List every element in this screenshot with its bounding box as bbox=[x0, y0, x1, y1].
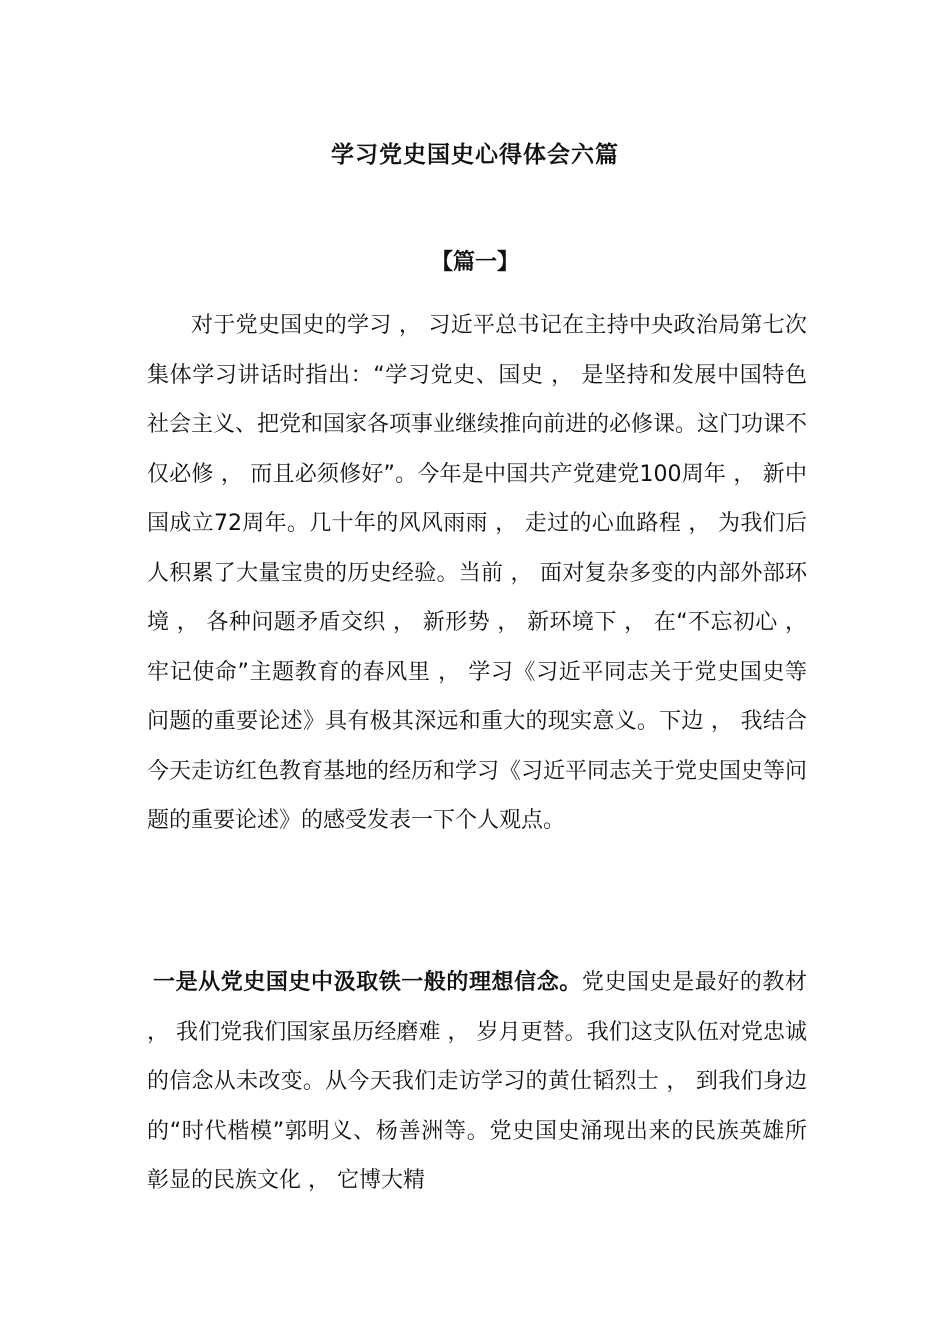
document-title: 学习党史国史心得体会六篇 bbox=[331, 142, 619, 168]
section-heading: 【篇一】 bbox=[430, 250, 519, 275]
paragraph-1 bbox=[147, 301, 807, 846]
paragraph-2-lead: 一是从党史国史中汲取铁一般的理想信念。 bbox=[153, 970, 582, 995]
paragraph-2-text: 党史国史是最好的教材 ， 我们党我们国家虽历经磨难 ， 岁月更替。我们这支队伍对党忠诚的信念从未改变。从今天我们走访学习的黄仕韬烈士 ， 到我们身边的“时代楷模”郭明义、杨善洲等。党史国史涌现出来的民族英雄所彰显的民族文化 ， 它博大精 bbox=[147, 970, 807, 1193]
paragraph-2 bbox=[147, 958, 807, 1206]
paragraph-1-text: 对于党史国史的学习 ， 习近平总书记在主持中央政治局第七次集体学习讲话时指出：“学习党史、国史 ， 是坚持和发展中国特色社会主义、把党和国家各项事业继续推向前进的必修课。这门功课不仅必修 ， 而且必须修好”。今年是中国共产党建党100周年 ， 新中国成立72周年。几十年的风风雨雨 ， 走过的心血路程 ， 为我们后人积累了大量宝贵的历史经验。当前 ， 面对复杂多变的内部外部环境 ， 各种问题矛盾交织 ， 新形势 ， 新环境下 ， 在“不忘初心 ， 牢记使命”主题教育的春风里 ， 学习《习近平同志关于党史国史等问题的重要论述》具有极其深远和重大的现实意义。下边 ， 我结合今天走访红色教育基地的经历和学习《习近平同志关于党史国史等问题的重要论述》的感受发表一下个人观点。 bbox=[147, 313, 808, 833]
